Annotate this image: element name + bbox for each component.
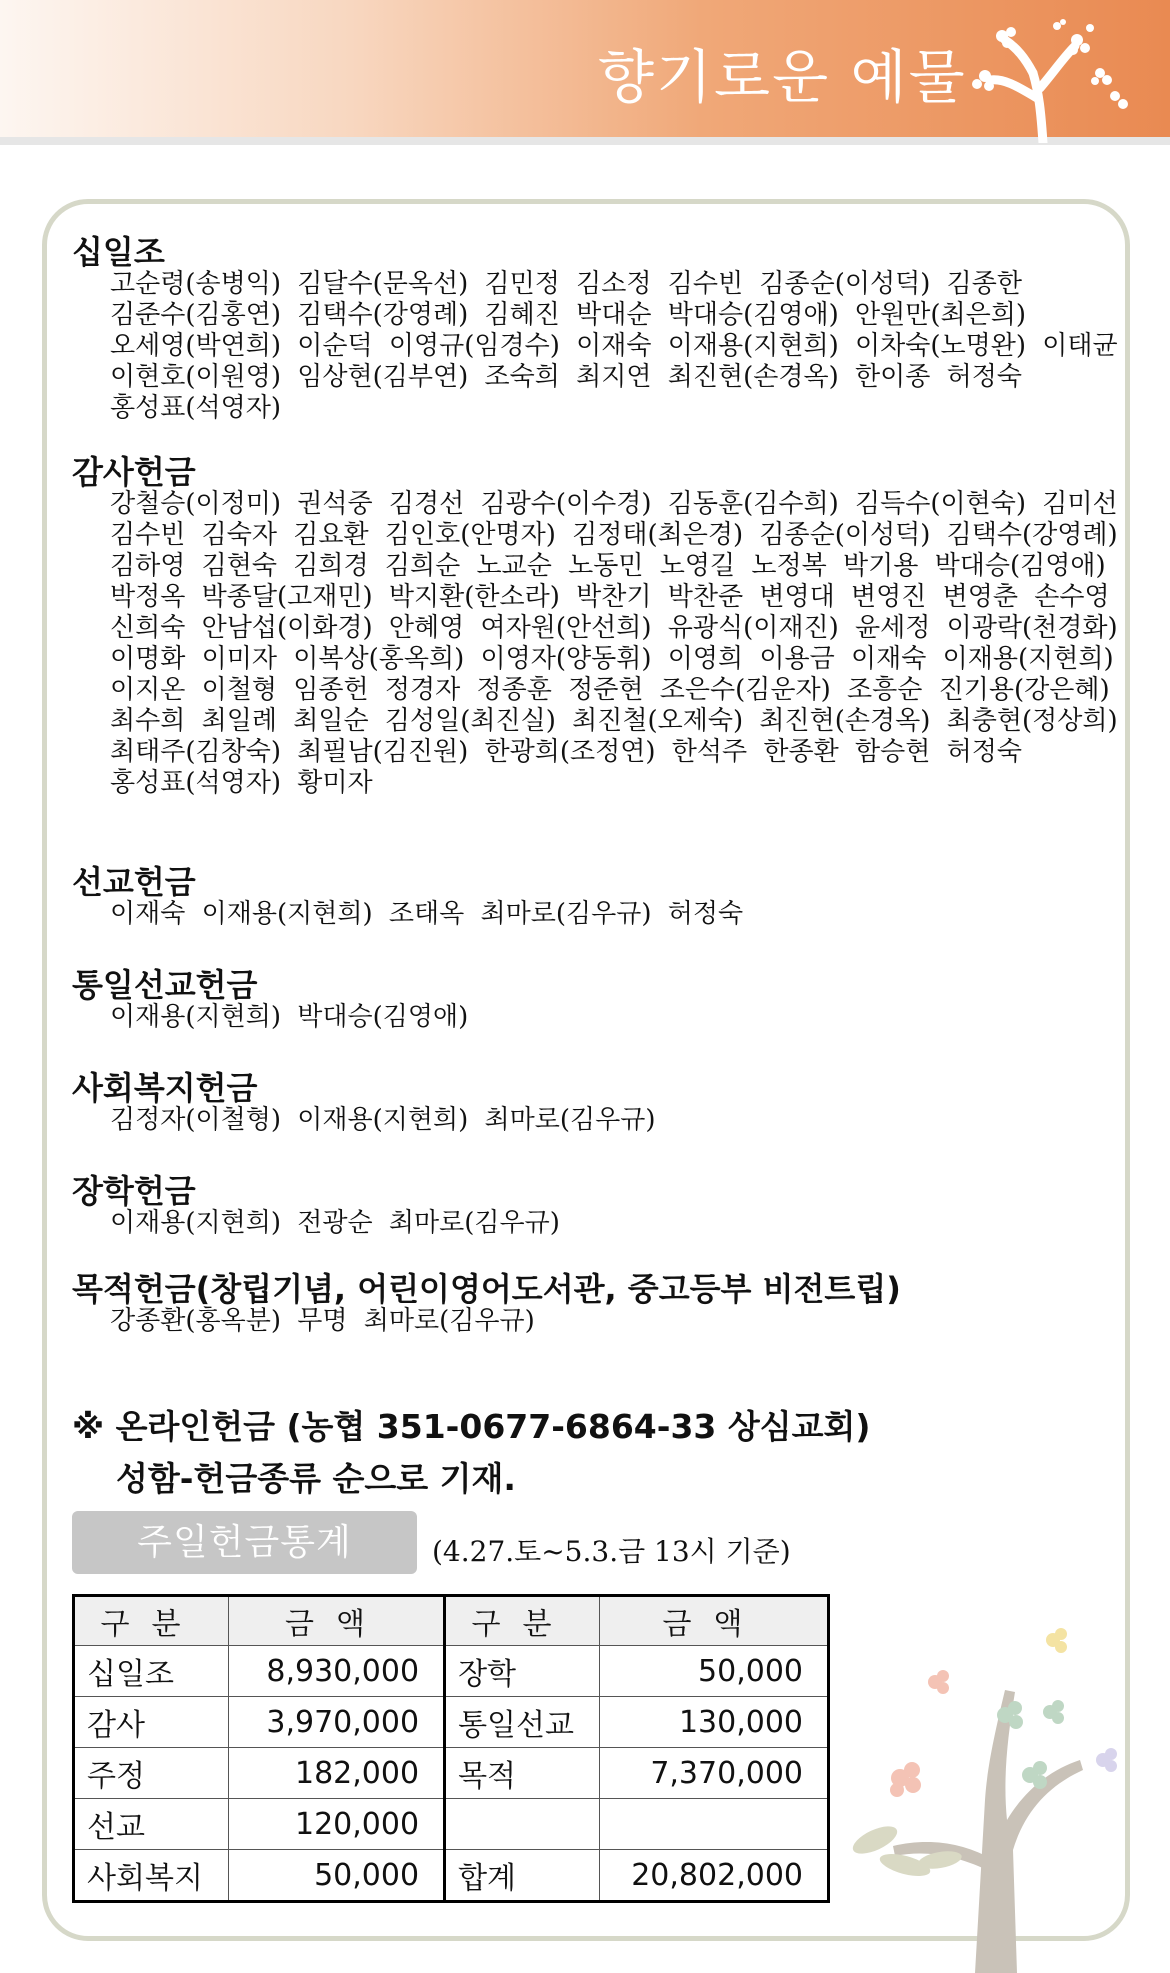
offering-section <box>72 1174 1140 1239</box>
donor-name: 김소정 <box>576 269 652 299</box>
offering-section <box>72 1071 1140 1136</box>
donor-name: 이태균 <box>1042 331 1118 361</box>
table-row <box>74 1646 829 1697</box>
donor-name: 김하영 <box>110 551 186 581</box>
donor-name: 한이종 <box>855 362 931 392</box>
donor-name: 안원만(최은희) <box>855 300 1026 330</box>
donor-name: 노영길 <box>659 551 736 581</box>
offering-section <box>72 865 1140 930</box>
donor-name: 최마로(김우규) <box>484 1105 656 1135</box>
donor-name-list <box>110 1208 1140 1239</box>
donor-name: 조흥순 <box>847 675 923 705</box>
amount-cell: 182,000 <box>228 1748 444 1799</box>
notice-line-1: ※ 온라인헌금 (농협 351-0677-6864-33 상심교회) <box>72 1407 871 1446</box>
donor-name: 이영자(양동휘) <box>480 644 652 674</box>
donor-name: 김정자(이철형) <box>110 1105 281 1135</box>
donor-name: 이차숙(노명완) <box>855 331 1026 361</box>
donor-name: 신희숙 <box>110 613 186 643</box>
donor-name: 박찬준 <box>667 582 744 612</box>
offering-section <box>72 968 1140 1033</box>
online-offering-notice <box>72 1401 870 1505</box>
donor-name: 박대승(김영애) <box>934 551 1106 581</box>
donor-name: 최마로(김우규) <box>480 899 652 929</box>
donor-name: 김숙자 <box>201 520 277 550</box>
donor-name: 노교순 <box>476 551 552 581</box>
section-title: 사회복지헌금 <box>72 1069 258 1107</box>
table-header-row <box>74 1596 829 1646</box>
donor-name: 김광수(이수경) <box>480 489 652 519</box>
donor-name: 변영대 <box>759 582 835 612</box>
donor-name: 홍성표(석영자) <box>110 393 281 423</box>
donor-name: 김득수(이현숙) <box>855 489 1026 519</box>
donor-name: 최진현(손경옥) <box>759 706 931 736</box>
amount-cell: 120,000 <box>228 1799 444 1850</box>
donor-name: 이재숙 <box>110 899 186 929</box>
donor-name: 전광순 <box>297 1208 373 1238</box>
section-title: 목적헌금(창립기념, 어린이영어도서관, 중고등부 비전트립) <box>72 1270 901 1308</box>
category-cell: 사회복지 <box>74 1850 229 1902</box>
page-title: 향기로운 예물 <box>598 43 967 111</box>
donor-name: 김민정 <box>484 269 560 299</box>
category-cell: 통일선교 <box>445 1697 600 1748</box>
amount-cell: 50,000 <box>228 1850 444 1902</box>
donor-name: 조태옥 <box>388 899 465 929</box>
donor-name: 이재용(지현희) <box>110 1002 281 1032</box>
donor-name: 황미자 <box>297 768 373 798</box>
donor-name: 김정태(최은경) <box>572 520 744 550</box>
amount-cell: 3,970,000 <box>228 1697 444 1748</box>
donor-name: 정종훈 <box>476 675 552 705</box>
flower-tree-icon <box>945 18 1145 143</box>
amount-cell: 7,370,000 <box>599 1748 828 1799</box>
donor-name: 권석중 <box>297 489 373 519</box>
donor-name: 변영춘 <box>942 582 1018 612</box>
section-title: 통일선교헌금 <box>72 966 258 1004</box>
table-row <box>74 1697 829 1748</box>
donor-name: 김미선 <box>1042 489 1118 519</box>
donor-name: 강종환(홍옥분) <box>110 1306 281 1336</box>
category-cell: 감사 <box>74 1697 229 1748</box>
donor-name: 김요환 <box>293 520 369 550</box>
donor-name: 함승현 <box>855 737 931 767</box>
donor-name: 박대승(김영애) <box>297 1002 469 1032</box>
donor-name: 진기용(강은혜) <box>938 675 1110 705</box>
donor-name-list <box>110 1002 1140 1033</box>
tree-illustration-icon <box>835 1620 1145 1973</box>
donor-name: 조은수(김운자) <box>659 675 831 705</box>
donor-name: 이재용(지현희) <box>201 899 373 929</box>
amount-cell: 130,000 <box>599 1697 828 1748</box>
donor-name: 김혜진 <box>484 300 560 330</box>
donor-name: 박대승(김영애) <box>667 300 839 330</box>
donor-name: 이지온 <box>110 675 186 705</box>
donor-name: 김택수(강영례) <box>946 520 1118 550</box>
section-title: 선교헌금 <box>72 863 196 901</box>
donor-name: 이미자 <box>201 644 277 674</box>
donor-name: 김종순(이성덕) <box>759 520 931 550</box>
donor-name: 손수영 <box>1034 582 1110 612</box>
donor-name: 박지환(한소라) <box>388 582 560 612</box>
notice-line-2: 성함-헌금종류 순으로 기재. <box>116 1459 516 1498</box>
donor-name-list <box>110 1306 1140 1337</box>
donor-name: 유광식(이재진) <box>667 613 839 643</box>
donor-name: 최필남(김진원) <box>297 737 469 767</box>
donor-name: 최마로(김우규) <box>388 1208 560 1238</box>
donor-name: 이재숙 <box>851 644 927 674</box>
donor-name: 최일순 <box>293 706 369 736</box>
section-title: 장학헌금 <box>72 1172 196 1210</box>
donor-name: 변영진 <box>851 582 927 612</box>
donor-name: 이철형 <box>201 675 277 705</box>
header-cell: 구분 <box>445 1596 600 1646</box>
offering-section <box>72 455 1140 799</box>
donor-name: 박종달(고재민) <box>201 582 373 612</box>
donor-name: 김종순(이성덕) <box>759 269 931 299</box>
donor-name: 김달수(문옥선) <box>297 269 469 299</box>
donor-name: 김준수(김홍연) <box>110 300 281 330</box>
donor-name: 이순덕 <box>297 331 373 361</box>
donor-name: 노동민 <box>568 551 644 581</box>
amount-cell: 8,930,000 <box>228 1646 444 1697</box>
donor-name: 임종헌 <box>293 675 369 705</box>
donor-name: 김동훈(김수희) <box>667 489 839 519</box>
donor-name: 조숙희 <box>484 362 560 392</box>
donor-name: 박대순 <box>576 300 652 330</box>
donor-name: 여자원(안선희) <box>480 613 652 643</box>
donor-name: 최충현(정상희) <box>946 706 1118 736</box>
category-cell <box>445 1799 600 1850</box>
donor-name: 김희순 <box>384 551 461 581</box>
donor-name: 이재용(지현희) <box>110 1208 281 1238</box>
donor-name: 허정숙 <box>946 362 1022 392</box>
donor-name: 이복상(홍옥희) <box>293 644 465 674</box>
donor-name: 정준현 <box>568 675 644 705</box>
donor-name: 김현숙 <box>201 551 277 581</box>
header-cell: 금액 <box>599 1596 828 1646</box>
donor-name: 이용금 <box>759 644 835 674</box>
donor-name: 한종환 <box>763 737 839 767</box>
donor-name: 노정복 <box>751 551 827 581</box>
donor-name: 안혜영 <box>388 613 465 643</box>
donor-name: 한석주 <box>671 737 748 767</box>
donor-name: 김경선 <box>388 489 465 519</box>
donor-name: 허정숙 <box>667 899 744 929</box>
donor-name: 이광락(천경화) <box>946 613 1118 643</box>
donor-name: 홍성표(석영자) <box>110 768 281 798</box>
donor-name-list <box>110 899 1140 930</box>
donor-name: 이재용(지현희) <box>297 1105 469 1135</box>
offering-stats-table <box>72 1594 830 1903</box>
donor-name-list <box>110 489 1140 799</box>
donor-name: 김종한 <box>946 269 1022 299</box>
offering-section <box>72 1272 1140 1337</box>
donor-name: 오세영(박연희) <box>110 331 281 361</box>
donor-name: 이명화 <box>110 644 186 674</box>
table-row <box>74 1850 829 1902</box>
donor-name: 이현호(이원영) <box>110 362 281 392</box>
donor-name: 김희경 <box>293 551 369 581</box>
donor-name: 무명 <box>297 1306 348 1336</box>
header-cell: 금액 <box>228 1596 444 1646</box>
donor-name: 최마로(김우규) <box>363 1306 535 1336</box>
donor-name: 최태주(김창숙) <box>110 737 281 767</box>
donor-name: 박정옥 <box>110 582 186 612</box>
donor-name: 최진철(오제숙) <box>572 706 744 736</box>
donor-name: 임상현(김부연) <box>297 362 469 392</box>
stats-label: 주일헌금통계 <box>72 1511 417 1574</box>
donor-name: 이영희 <box>667 644 744 674</box>
donor-name-list <box>110 269 1140 424</box>
section-title: 감사헌금 <box>72 453 196 491</box>
donor-name: 최일례 <box>201 706 277 736</box>
donor-name: 김수빈 <box>110 520 186 550</box>
table-row <box>74 1799 829 1850</box>
donor-name: 이영규(임경수) <box>388 331 560 361</box>
donor-name-list <box>110 1105 1140 1136</box>
donor-name: 김성일(최진실) <box>384 706 556 736</box>
category-cell: 장학 <box>445 1646 600 1697</box>
donor-name: 강철승(이정미) <box>110 489 281 519</box>
donor-name: 박기용 <box>843 551 919 581</box>
donor-name: 최수희 <box>110 706 186 736</box>
donor-name: 허정숙 <box>946 737 1022 767</box>
category-cell: 목적 <box>445 1748 600 1799</box>
section-title: 십일조 <box>72 233 165 271</box>
stats-period: (4.27.토~5.3.금 13시 기준) <box>432 1535 791 1568</box>
donor-name: 최진현(손경옥) <box>667 362 839 392</box>
donor-name: 한광희(조정연) <box>484 737 656 767</box>
amount-cell <box>599 1799 828 1850</box>
donor-name: 박찬기 <box>576 582 652 612</box>
category-cell: 십일조 <box>74 1646 229 1697</box>
offering-section <box>72 235 1140 424</box>
donor-name: 이재용(지현희) <box>667 331 839 361</box>
donor-name: 김수빈 <box>667 269 744 299</box>
donor-name: 이재숙 <box>576 331 652 361</box>
header-cell: 구분 <box>74 1596 229 1646</box>
donor-name: 김택수(강영례) <box>297 300 469 330</box>
donor-name: 최지연 <box>576 362 652 392</box>
donor-name: 윤세정 <box>855 613 931 643</box>
table-row <box>74 1748 829 1799</box>
amount-cell: 50,000 <box>599 1646 828 1697</box>
donor-name: 고순령(송병익) <box>110 269 281 299</box>
donor-name: 정경자 <box>384 675 461 705</box>
category-cell: 주정 <box>74 1748 229 1799</box>
donor-name: 이재용(지현희) <box>942 644 1114 674</box>
amount-cell: 20,802,000 <box>599 1850 828 1902</box>
donor-name: 김인호(안명자) <box>384 520 556 550</box>
category-cell: 합계 <box>445 1850 600 1902</box>
category-cell: 선교 <box>74 1799 229 1850</box>
donor-name: 안남섭(이화경) <box>201 613 373 643</box>
